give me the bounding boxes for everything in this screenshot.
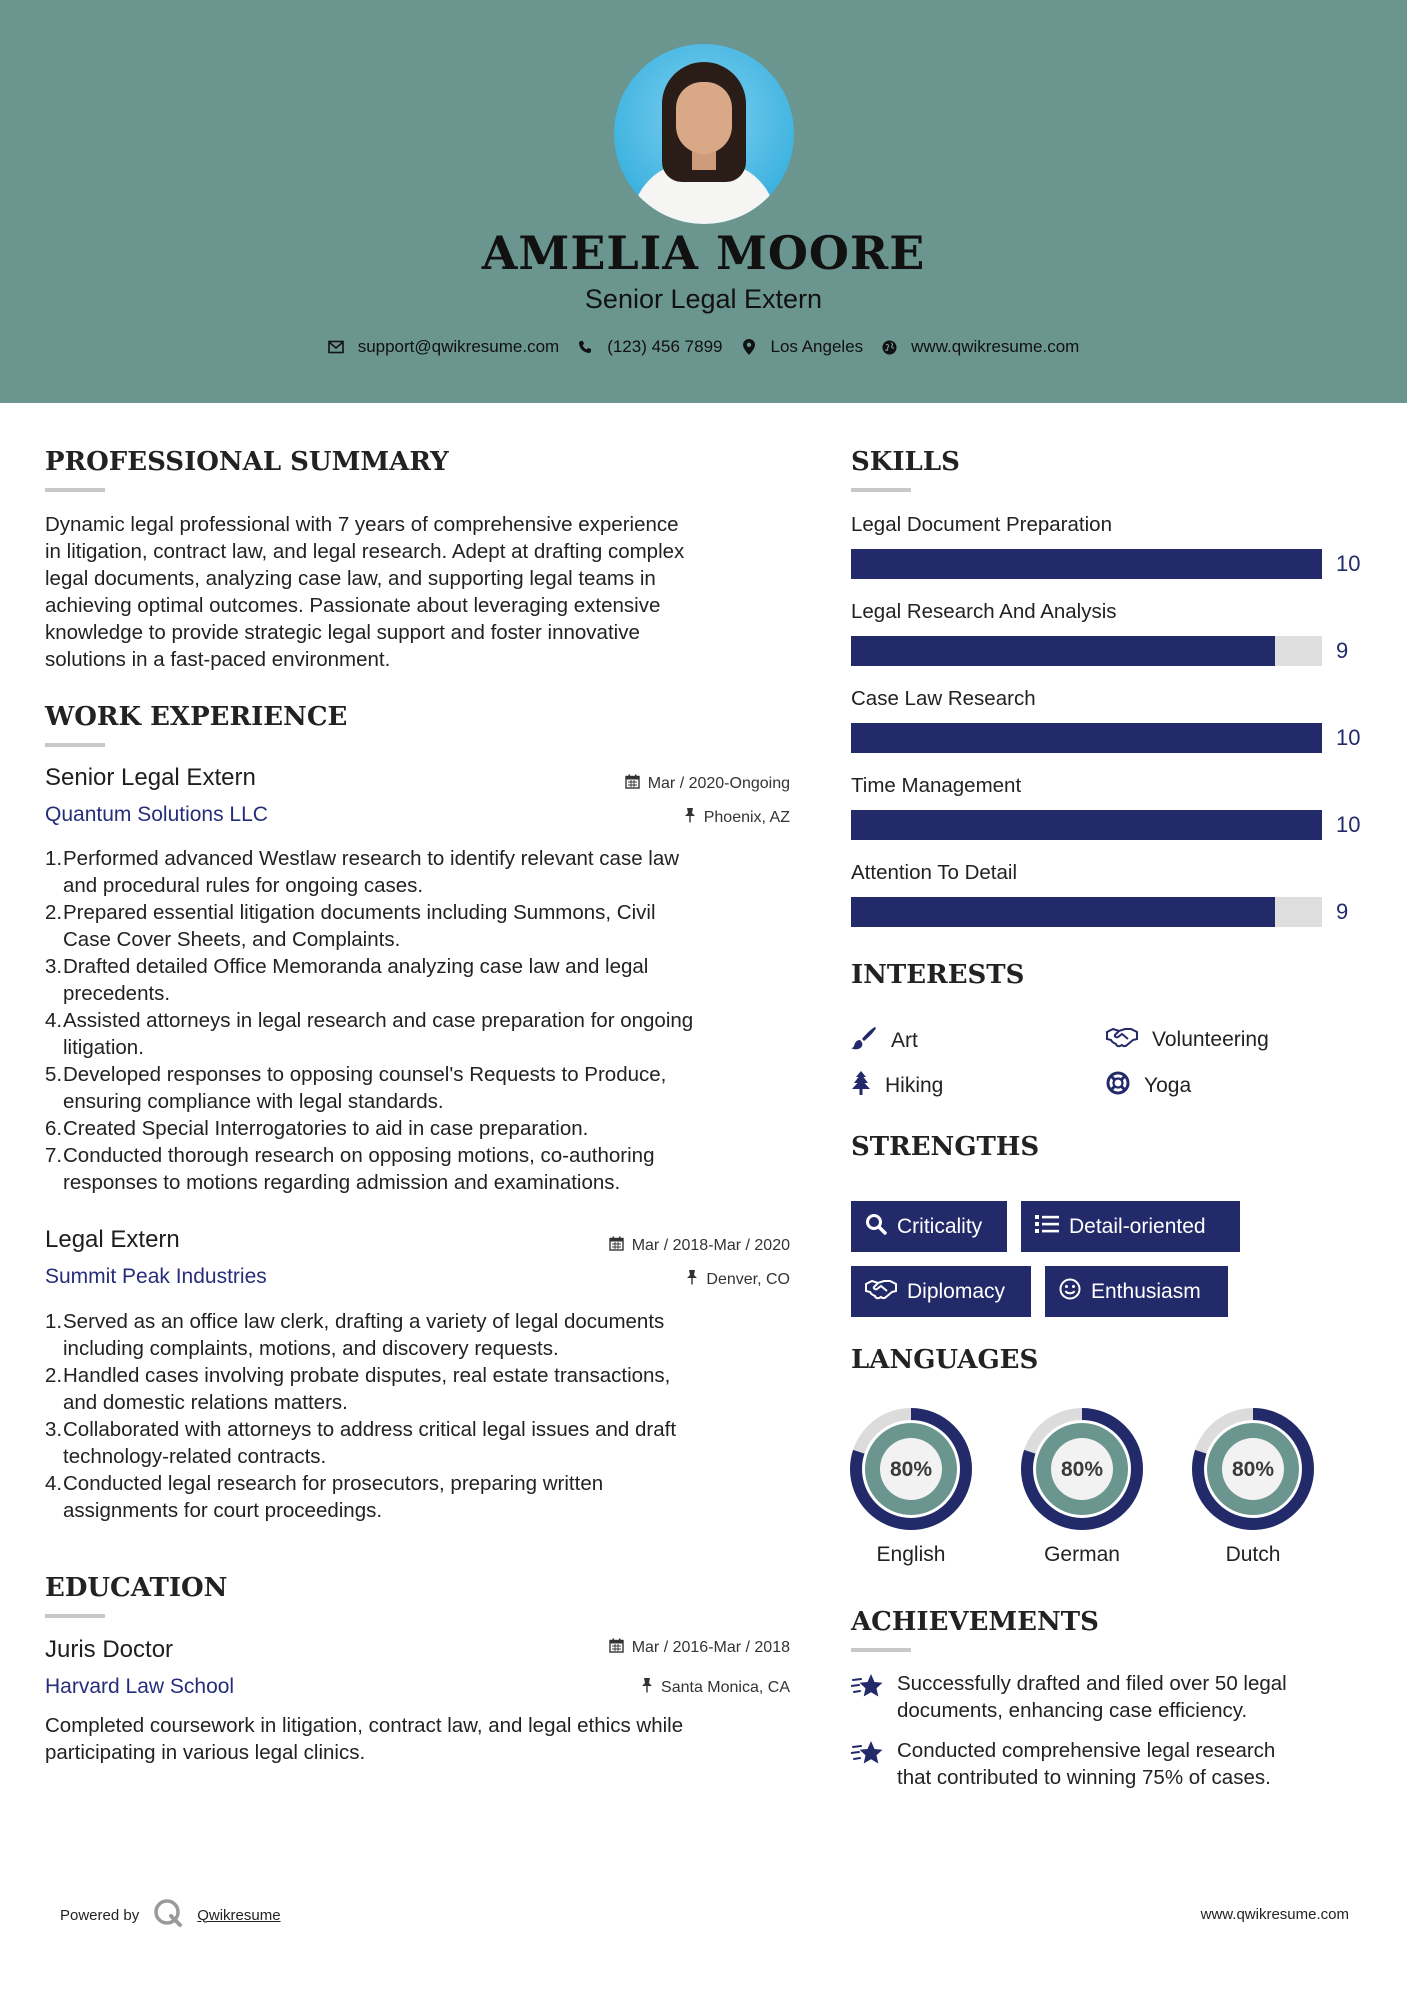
strength-label: Diplomacy	[907, 1279, 1006, 1303]
language-name: English	[876, 1543, 946, 1566]
achievement-text: Successfully drafted and filed over 50 legal documents, enhancing case efficiency.	[897, 1672, 1287, 1722]
interests-heading: INTERESTS	[851, 960, 1025, 990]
education-dates	[609, 1638, 790, 1658]
skill-bar-fill	[851, 723, 1322, 753]
star-badge-icon	[851, 1739, 883, 1769]
list-item: 6. Created Special Interrogatories to aid in case preparation.	[45, 1117, 589, 1140]
summary-text	[45, 511, 805, 673]
achievement-item	[851, 1670, 1361, 1724]
powered-by-text: Powered by	[60, 1906, 140, 1924]
strength-label: Enthusiasm	[1091, 1279, 1201, 1303]
envelope-icon	[328, 339, 344, 355]
handshake-icon	[1106, 1026, 1138, 1054]
website-text: www.qwikresume.com	[911, 337, 1080, 356]
skill-value: 10	[1336, 551, 1361, 576]
email-text: support@qwikresume.com	[357, 337, 560, 356]
calendar-icon	[625, 774, 640, 794]
interest-label: Yoga	[1144, 1074, 1192, 1097]
language-percent: 80%	[889, 1458, 933, 1481]
job-duties-list	[45, 1308, 810, 1524]
contact-bar	[0, 337, 1407, 357]
footer-url[interactable]: www.qwikresume.com	[1200, 1906, 1349, 1923]
company-name: Summit Peak Industries	[45, 1265, 267, 1288]
education-dates-text: Mar / 2016-Mar / 2018	[631, 1639, 790, 1656]
footer-powered-by	[60, 1898, 281, 1932]
qwikresume-logo-icon	[153, 1898, 183, 1932]
list-item: 4. Assisted attorneys in legal research and case preparation for ongoing litigation.	[45, 1009, 694, 1059]
education-description	[45, 1712, 810, 1766]
summary-line: Dynamic legal professional with 7 years of comprehensive experience	[45, 513, 679, 536]
skill-name: Legal Research And Analysis	[851, 600, 1117, 623]
skill-bar-track	[851, 897, 1322, 927]
list-item: 3. Collaborated with attorneys to address critical legal issues and draft technology-related contracts.	[45, 1418, 677, 1468]
experience-heading-rule	[45, 743, 105, 747]
language-percent: 80%	[1060, 1458, 1104, 1481]
skill-bar-track	[851, 723, 1322, 753]
job-dates	[625, 774, 790, 794]
skill-bar-track	[851, 636, 1322, 666]
skills-heading-rule	[851, 488, 911, 492]
degree-title: Juris Doctor	[45, 1636, 174, 1663]
languages-heading: LANGUAGES	[851, 1345, 1039, 1375]
tree-icon	[851, 1071, 871, 1101]
skill-name: Time Management	[851, 774, 1022, 797]
job-title: Legal Extern	[45, 1226, 180, 1253]
language-percent: 80%	[1231, 1458, 1275, 1481]
achievements-heading: ACHIEVEMENTS	[851, 1607, 1099, 1637]
pushpin-icon	[641, 1677, 653, 1698]
smile-icon	[1059, 1278, 1081, 1306]
company-name: Quantum Solutions LLC	[45, 803, 268, 826]
phone-icon	[577, 339, 593, 355]
location-text: Los Angeles	[770, 337, 864, 356]
search-icon	[865, 1213, 887, 1241]
interest-hiking	[851, 1071, 943, 1101]
strength-tag-detail-oriented	[1021, 1201, 1240, 1252]
job-location	[686, 1269, 790, 1290]
education-heading-rule	[45, 1614, 105, 1618]
skill-bar-track	[851, 549, 1322, 579]
pushpin-icon	[684, 807, 696, 828]
contact-phone[interactable]	[577, 337, 722, 357]
contact-website[interactable]	[881, 337, 1079, 357]
skill-bar-fill	[851, 636, 1275, 666]
qwikresume-link[interactable]: Qwikresume	[197, 1906, 281, 1924]
summary-heading-rule	[45, 488, 105, 492]
interest-label: Volunteering	[1152, 1028, 1269, 1051]
list-item: 2. Prepared essential litigation documents including Summons, Civil Case Cover Sheets, and Complaints.	[45, 901, 656, 951]
language-ring	[1021, 1408, 1143, 1530]
resume-header	[0, 0, 1407, 403]
skill-name: Case Law Research	[851, 687, 1036, 710]
job-dates	[609, 1236, 790, 1256]
paintbrush-icon	[851, 1026, 877, 1056]
school-name: Harvard Law School	[45, 1675, 235, 1698]
skill-bar-fill	[851, 549, 1322, 579]
skill-name: Legal Document Preparation	[851, 513, 1112, 536]
skill-name: Attention To Detail	[851, 861, 1018, 884]
strength-tag-criticality	[851, 1201, 1007, 1252]
summary-line: in litigation, contract law, and legal research. Adept at drafting complex	[45, 540, 685, 563]
candidate-title: Senior Legal Extern	[584, 284, 823, 314]
interest-yoga	[1106, 1071, 1191, 1101]
education-line: participating in various legal clinics.	[45, 1741, 366, 1764]
job-dates-text: Mar / 2020-Ongoing	[647, 775, 790, 792]
interest-volunteering	[1106, 1026, 1269, 1054]
lifebuoy-icon	[1106, 1071, 1130, 1101]
job-duties-list	[45, 845, 810, 1196]
summary-line: knowledge to provide strategic legal support and foster innovative	[45, 621, 640, 644]
contact-email[interactable]	[328, 337, 560, 357]
strengths-heading: STRENGTHS	[851, 1132, 1040, 1162]
job-location-text: Phoenix, AZ	[703, 808, 790, 826]
skill-value: 10	[1336, 725, 1361, 750]
pushpin-icon	[686, 1269, 698, 1290]
strength-label: Detail-oriented	[1069, 1214, 1206, 1238]
experience-heading: WORK EXPERIENCE	[45, 702, 348, 732]
strength-tag-diplomacy	[851, 1266, 1031, 1317]
language-name: German	[1044, 1543, 1120, 1566]
skill-bar-fill	[851, 810, 1322, 840]
list-item: 7. Conducted thorough research on opposing motions, co-authoring responses to motions regarding admission and examinations.	[45, 1144, 655, 1194]
list-icon	[1035, 1214, 1059, 1240]
job-location-text: Denver, CO	[706, 1270, 790, 1288]
summary-line: solutions in a fast-paced environment.	[45, 648, 391, 671]
education-location-text: Santa Monica, CA	[661, 1678, 790, 1696]
globe-icon	[881, 339, 897, 355]
language-name: Dutch	[1225, 1543, 1281, 1566]
profile-photo	[614, 44, 794, 224]
achievements-heading-rule	[851, 1648, 911, 1652]
interest-label: Art	[891, 1029, 918, 1052]
calendar-icon	[609, 1236, 624, 1256]
candidate-name: AMELIA MOORE	[481, 226, 926, 280]
language-ring	[850, 1408, 972, 1530]
handshake-icon	[865, 1278, 897, 1306]
list-item: 5. Developed responses to opposing counsel's Requests to Produce, ensuring compliance with legal standards.	[45, 1063, 667, 1113]
achievement-item	[851, 1737, 1361, 1791]
skills-heading: SKILLS	[851, 447, 960, 477]
strength-label: Criticality	[897, 1214, 983, 1238]
education-location	[641, 1677, 790, 1698]
calendar-icon	[609, 1638, 624, 1658]
job-location	[684, 807, 790, 828]
language-ring	[1192, 1408, 1314, 1530]
list-item: 1. Performed advanced Westlaw research to identify relevant case law and procedural rules for ongoing cases.	[45, 847, 680, 897]
interest-label: Hiking	[885, 1074, 944, 1097]
job-dates-text: Mar / 2018-Mar / 2020	[631, 1237, 790, 1254]
achievement-text: Conducted comprehensive legal research that contributed to winning 75% of cases.	[897, 1739, 1276, 1789]
skill-bar-fill	[851, 897, 1275, 927]
skill-value: 10	[1336, 812, 1361, 837]
skill-value: 9	[1336, 638, 1349, 663]
star-badge-icon	[851, 1672, 883, 1702]
contact-location	[741, 337, 864, 357]
list-item: 3. Drafted detailed Office Memoranda analyzing case law and legal precedents.	[45, 955, 649, 1005]
summary-heading: PROFESSIONAL SUMMARY	[45, 447, 449, 477]
education-heading: EDUCATION	[45, 1573, 228, 1603]
interest-art	[851, 1026, 918, 1056]
skill-value: 9	[1336, 899, 1349, 924]
list-item: 2. Handled cases involving probate disputes, real estate transactions, and domestic relations matters.	[45, 1364, 671, 1414]
list-item: 1. Served as an office law clerk, drafting a variety of legal documents including complaints, motions, and discovery requests.	[45, 1310, 665, 1360]
summary-line: achieving optimal outcomes. Passionate about leveraging extensive	[45, 594, 661, 617]
skill-bar-track	[851, 810, 1322, 840]
job-title: Senior Legal Extern	[45, 764, 256, 791]
list-item: 4. Conducted legal research for prosecutors, preparing written assignments for court proceedings.	[45, 1472, 604, 1522]
map-pin-icon	[741, 339, 757, 355]
phone-text: (123) 456 7899	[607, 337, 723, 356]
education-line: Completed coursework in litigation, contract law, and legal ethics while	[45, 1714, 684, 1737]
strength-tag-enthusiasm	[1045, 1266, 1228, 1317]
summary-line: legal documents, analyzing case law, and supporting legal teams in	[45, 567, 656, 590]
